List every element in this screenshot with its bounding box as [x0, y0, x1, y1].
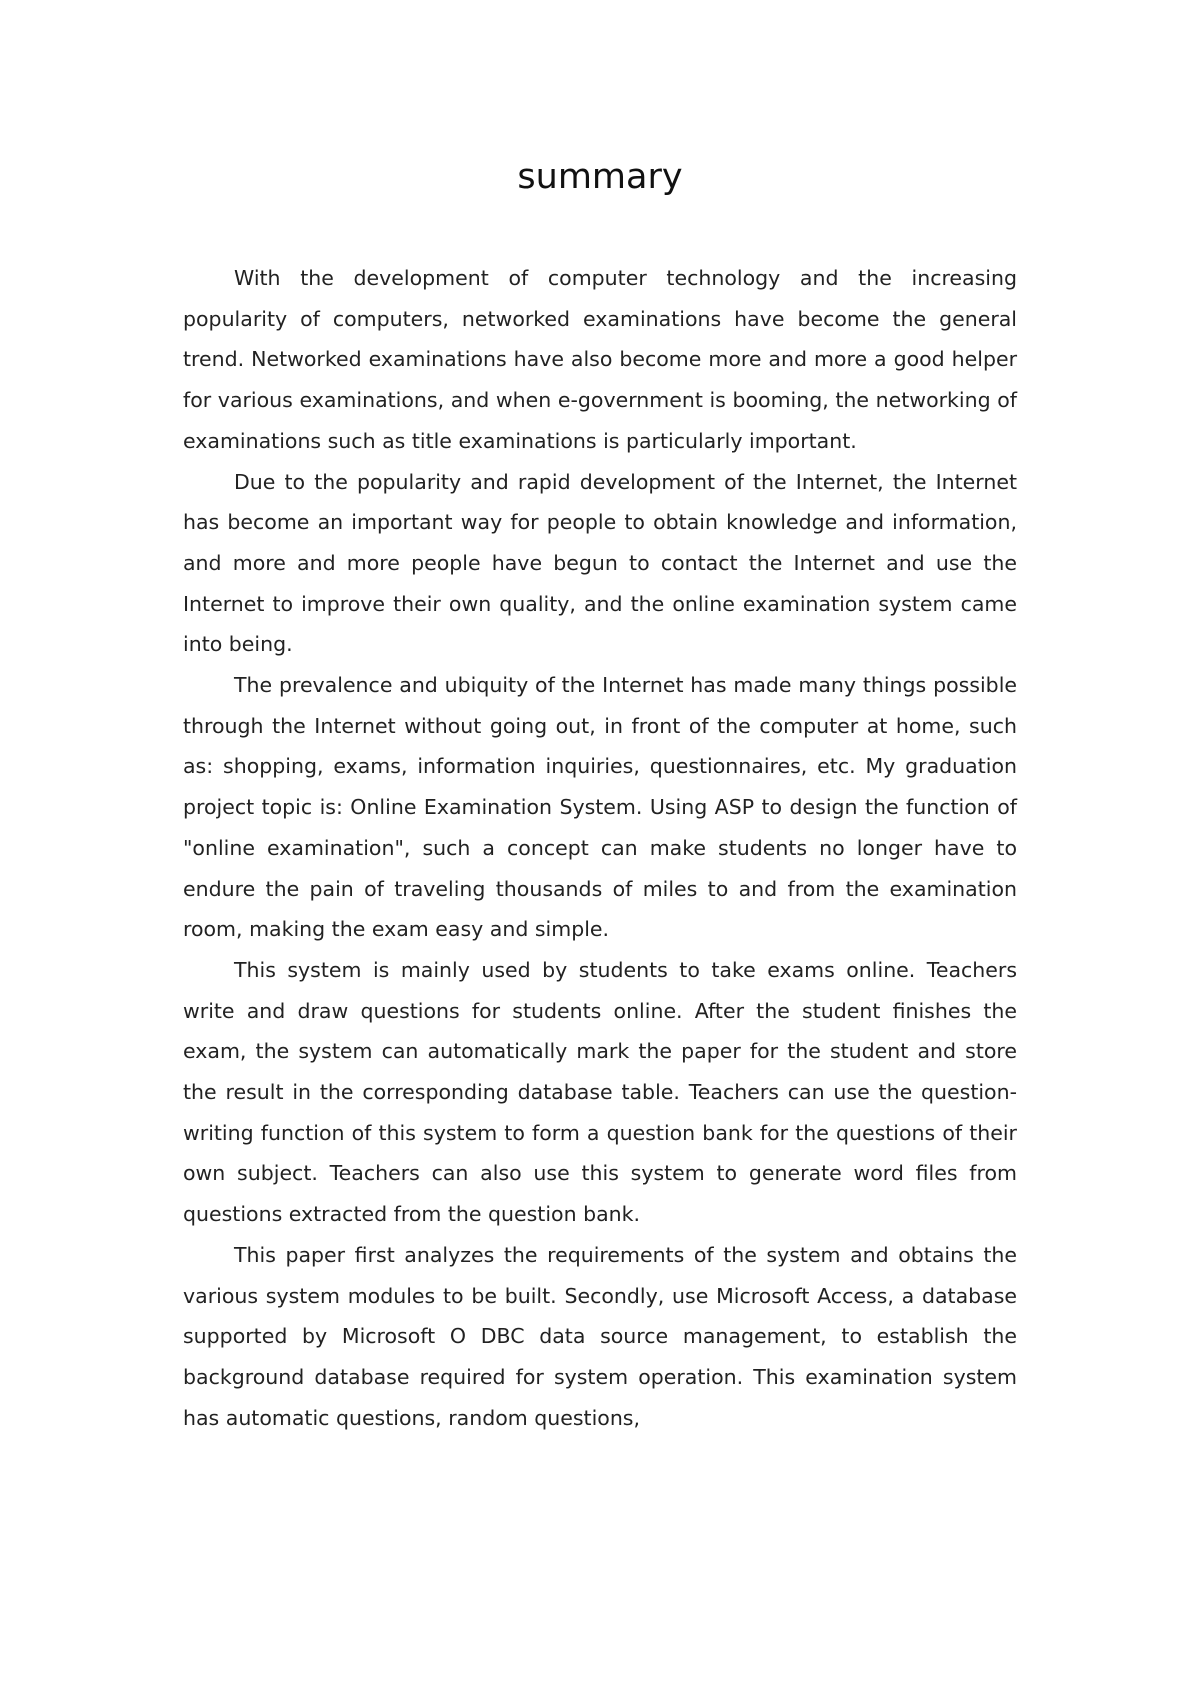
paragraph: This system is mainly used by students to take exams online. Teachers write and draw questions for students online. After the student finishes the exam, the system can automatically mark the paper for the student and store the result in the corresponding database table. Teachers can use the question-writing function of this system to form a question bank for the questions of their own subject. Teachers can also use this system to generate word files from questions extracted from the question bank. — [183, 957, 1017, 1227]
paragraph: With the development of computer technology and the increasing popularity of computers, networked examinations have become the general trend. Networked examinations have also become more and more a good helper for various examinations, and when e-government is booming, the networking of examinations such as title examinations is particularly important. — [183, 266, 1017, 453]
paragraph: Due to the popularity and rapid development of the Internet, the Internet has become an important way for people to obtain knowledge and information, and more and more people have begun to contact the Internet and use the Internet to improve their own quality, and the online examination system came into being. — [183, 469, 1017, 657]
paragraph: This paper first analyzes the requirements of the system and obtains the various system modules to be built. Secondly, use Microsoft Access, a database supported by Microsoft O DBC data source management, to establish the background database required for system operation. This examination system has automatic questions, random questions, — [183, 1242, 1017, 1430]
paragraph: The prevalence and ubiquity of the Internet has made many things possible through the Internet without going out, in front of the computer at home, such as: shopping, exams, information inquiries, questionnaires, etc. My graduation project topic is: Online Examination System. Using ASP to design the function of "online examination", such a concept can make students no longer have to endure the pain of traveling thousands of miles to and from the examination room, making the exam easy and simple. — [183, 673, 1017, 942]
page-title: summary — [517, 157, 683, 197]
document-body — [183, 258, 1017, 1438]
